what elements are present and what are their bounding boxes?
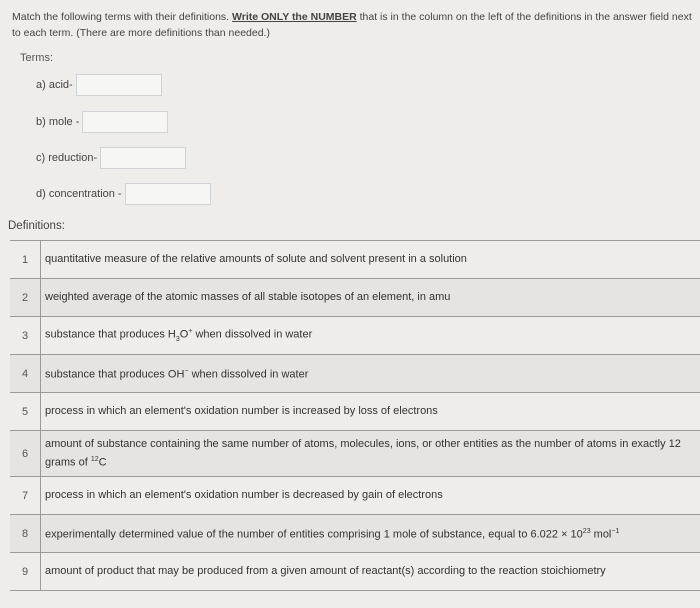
term-row-reduction — [36, 147, 186, 169]
definition-row — [10, 553, 700, 591]
definition-number: 8 — [21, 527, 29, 540]
definition-number: 6 — [21, 447, 29, 460]
term-row-concentration — [36, 183, 211, 205]
answer-input-acid[interactable] — [76, 74, 162, 96]
definition-text: amount of substance containing the same number of atoms, molecules, ions, or other entities as the number of atoms in exactly 12 grams of $^{12}$C — [40, 431, 700, 476]
definition-text: process in which an element's oxidation number is increased by loss of electrons — [40, 393, 700, 430]
term-label-acid: a) acid- — [36, 79, 73, 91]
term-row-acid — [36, 74, 162, 96]
instructions-text: Match the following terms with their definitions. — [12, 11, 230, 23]
term-label-concentration: d) concentration - — [36, 188, 122, 200]
answer-input-mole[interactable] — [82, 111, 168, 133]
term-label-mole: b) mole - — [36, 116, 80, 128]
definition-row — [10, 279, 700, 317]
term-row-mole — [36, 111, 168, 133]
definition-row — [10, 355, 700, 393]
definition-row — [10, 515, 700, 553]
definition-number: 4 — [21, 367, 29, 380]
definition-number: 1 — [21, 253, 29, 266]
instructions-emphasis: Write ONLY the NUMBER — [232, 11, 357, 23]
definition-text: substance that produces OH− when dissolved in water — [40, 355, 700, 392]
instructions-text-rest: that is in the column on the left of the definitions in the answer field next to each term. (There are more definitions than needed.) — [12, 11, 692, 39]
terms-heading: Terms: — [20, 52, 53, 64]
definition-row — [10, 477, 700, 515]
definitions-table — [10, 240, 700, 591]
definition-row — [10, 241, 700, 279]
definition-number: 7 — [21, 489, 29, 502]
answer-input-reduction[interactable] — [100, 147, 186, 169]
definition-text: experimentally determined value of the number of entities comprising 1 mole of substance, equal to $6.022 \times 10^{23}$ mol$^{-1}$ — [40, 515, 700, 552]
definition-text: weighted average of the atomic masses of all stable isotopes of an element, in amu — [40, 279, 700, 316]
definition-text: quantitative measure of the relative amounts of solute and solvent present in a solution — [40, 241, 700, 278]
definition-number: 3 — [21, 329, 29, 342]
instructions — [12, 9, 692, 41]
definition-row — [10, 317, 700, 355]
definition-text: amount of product that may be produced from a given amount of reactant(s) according to the reaction stoichiometry — [40, 553, 700, 590]
definition-text: process in which an element's oxidation number is decreased by gain of electrons — [40, 477, 700, 514]
definitions-heading: Definitions: — [8, 220, 65, 232]
definition-text: substance that produces $H_3O^+$ when dissolved in water — [40, 317, 700, 354]
definition-row — [10, 393, 700, 431]
definition-row — [10, 431, 700, 477]
term-label-reduction: c) reduction- — [36, 152, 98, 164]
definition-number: 9 — [21, 565, 29, 578]
definition-number: 5 — [21, 405, 29, 418]
answer-input-concentration[interactable] — [125, 183, 211, 205]
definition-number: 2 — [21, 291, 29, 304]
